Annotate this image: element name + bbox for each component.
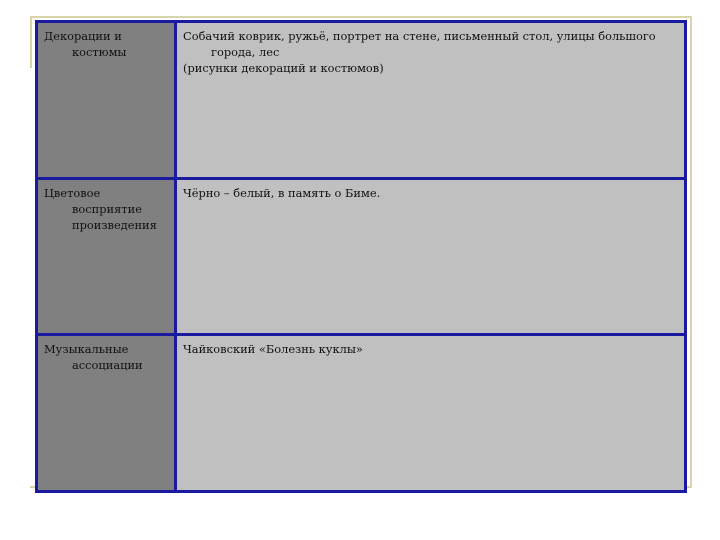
row-label-cell [37, 179, 176, 335]
table-row [37, 22, 686, 179]
corner-guide-top [30, 16, 692, 18]
row-content-cell [176, 179, 686, 335]
row-label: Цветовое восприятие произведения [44, 186, 157, 232]
table-row [37, 179, 686, 335]
corner-guide-right [690, 16, 692, 488]
row-content-line: Чайковский «Болезнь куклы» [183, 342, 363, 356]
row-content-line: (рисунки декораций и костюмов) [183, 61, 384, 75]
info-table [35, 20, 687, 493]
row-label-cell [37, 22, 176, 179]
row-label-cell [37, 335, 176, 492]
table-row [37, 335, 686, 492]
row-content-cell [176, 22, 686, 179]
row-content-line: Чёрно – белый, в память о Биме. [183, 186, 381, 200]
row-label: Музыкальные ассоциации [44, 342, 143, 372]
row-content-cell [176, 335, 686, 492]
corner-guide-left [30, 16, 32, 68]
row-label: Декорации и костюмы [44, 29, 127, 59]
row-content-line: Собачий коврик, ружьё, портрет на стене, письменный стол, улицы большого города, лес [183, 29, 656, 59]
